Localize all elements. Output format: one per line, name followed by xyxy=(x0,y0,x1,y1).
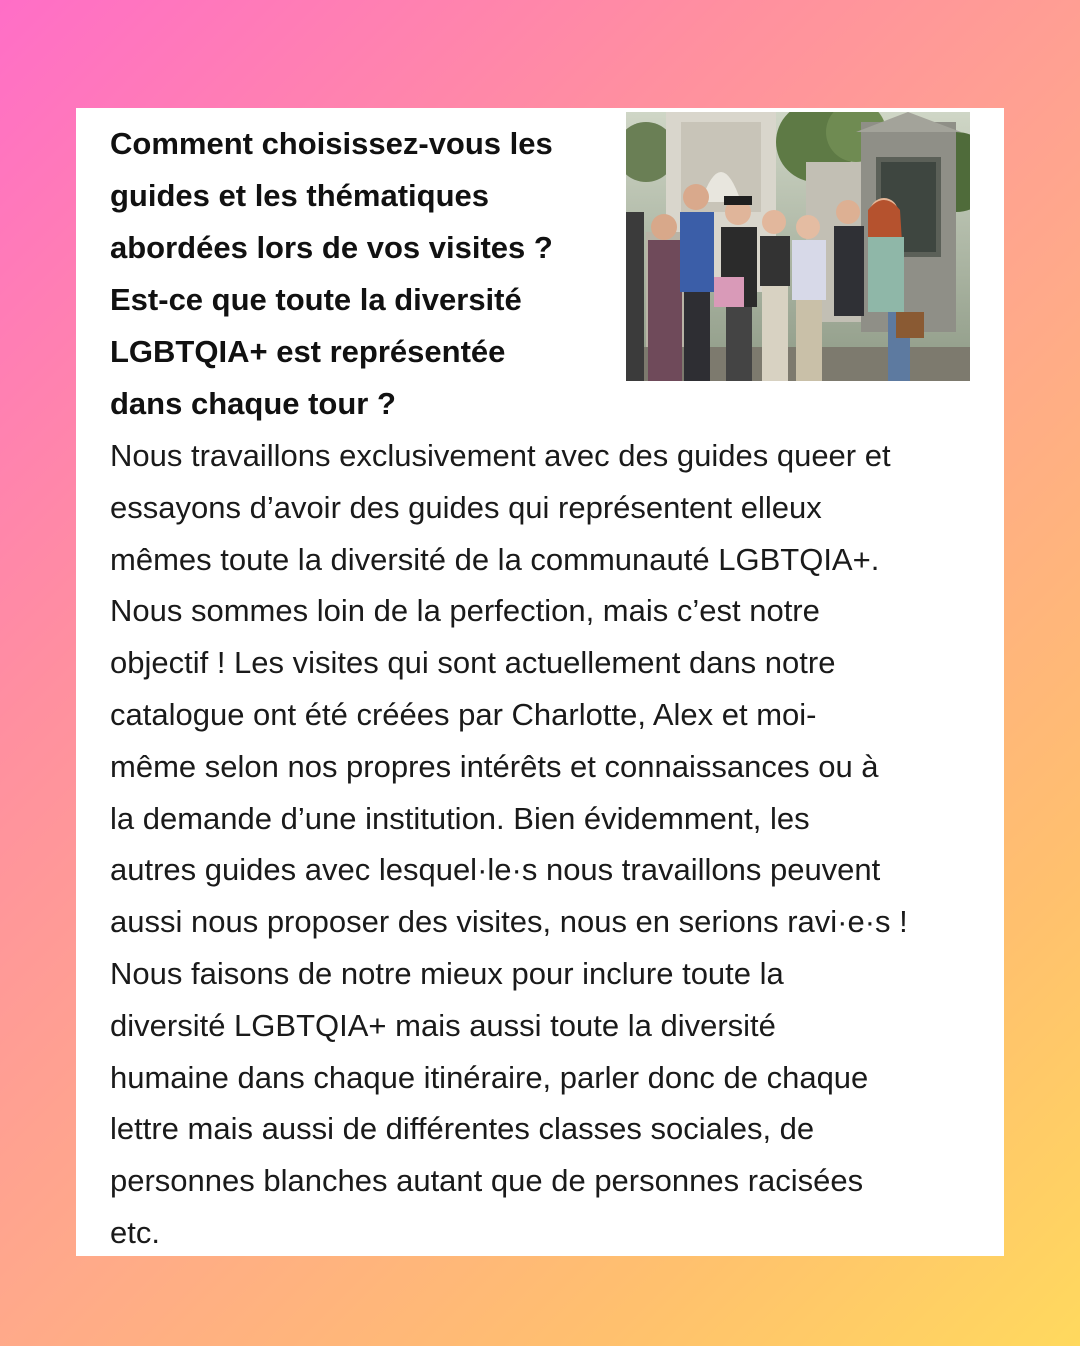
answer-line: Nous faisons de notre mieux pour inclure toute la xyxy=(110,955,784,991)
answer-line: etc. xyxy=(110,1214,160,1250)
answer-line: essayons d’avoir des guides qui représentent elleux xyxy=(110,489,822,525)
question-heading xyxy=(110,118,610,430)
answer-line: diversité LGBTQIA+ mais aussi toute la diversité xyxy=(110,1007,776,1043)
answer-line: aussi nous proposer des visites, nous en serions ravi·e·s ! xyxy=(110,904,908,940)
group-tour-photo xyxy=(626,112,970,381)
question-line: guides et les thématiques xyxy=(110,178,489,213)
answer-line: la demande d’une institution. Bien évidemment, les xyxy=(110,800,810,836)
answer-line: même selon nos propres intérêts et connaissances ou à xyxy=(110,748,879,784)
content-card xyxy=(76,108,1004,1256)
answer-paragraph xyxy=(110,430,990,1259)
answer-line: objectif ! Les visites qui sont actuellement dans notre xyxy=(110,645,836,681)
answer-line: lettre mais aussi de différentes classes sociales, de xyxy=(110,1111,815,1147)
answer-line: catalogue ont été créées par Charlotte, Alex et moi- xyxy=(110,696,817,732)
answer-line: Nous sommes loin de la perfection, mais c’est notre xyxy=(110,593,820,629)
answer-line: humaine dans chaque itinéraire, parler donc de chaque xyxy=(110,1059,869,1095)
question-line: LGBTQIA+ est représentée xyxy=(110,334,506,369)
question-line: Est-ce que toute la diversité xyxy=(110,282,522,317)
answer-line: Nous travaillons exclusivement avec des guides queer et xyxy=(110,438,891,473)
answer-line: personnes blanches autant que de personnes racisées xyxy=(110,1163,864,1199)
question-line: Comment choisissez-vous les xyxy=(110,126,553,161)
question-line: abordées lors de vos visites ? xyxy=(110,230,553,265)
answer-line: mêmes toute la diversité de la communauté LGBTQIA+. xyxy=(110,541,880,577)
question-line: dans chaque tour ? xyxy=(110,386,396,421)
answer-line: autres guides avec lesquel·le·s nous travaillons peuvent xyxy=(110,852,881,888)
